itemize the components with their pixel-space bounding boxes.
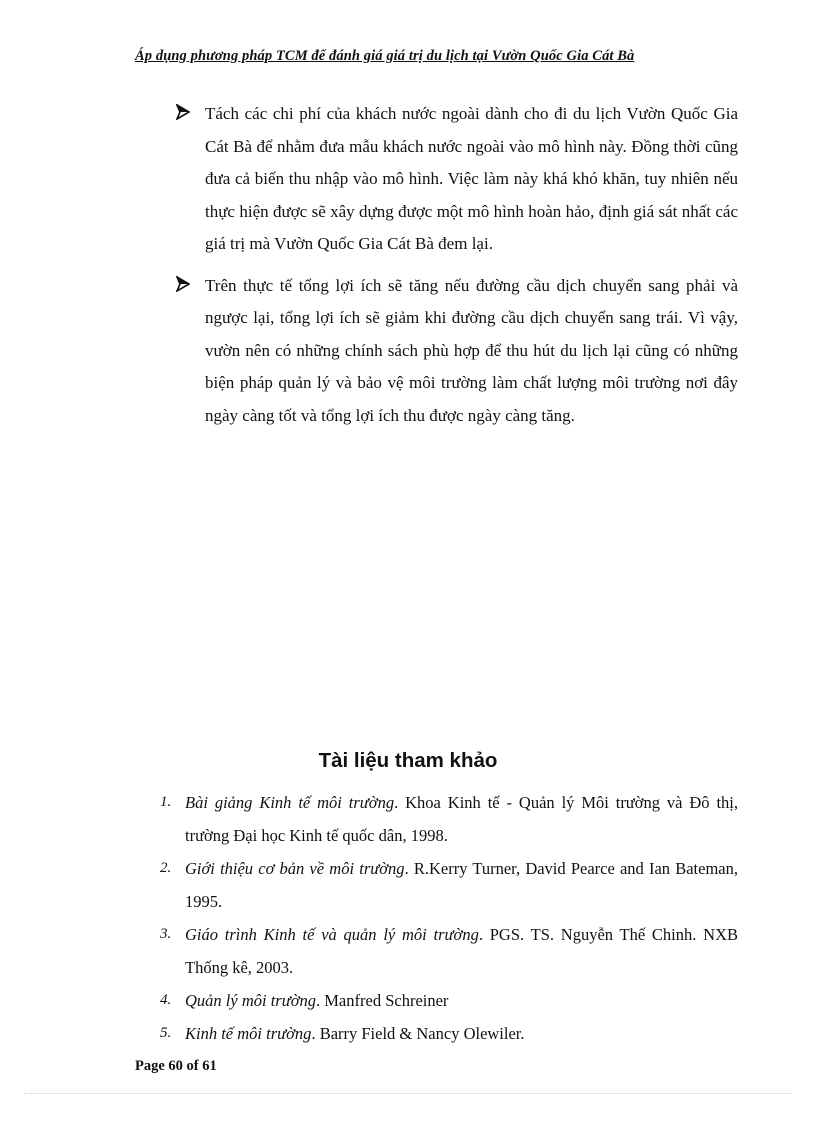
arrow-bullet-icon [176,276,190,292]
reference-details: . PGS. TS. Nguyễn Thế Chinh. NXB Thống kê, 2003. [185,925,738,977]
reference-title: Bài giảng Kinh tế môi trường [185,793,395,812]
references-heading: Tài liệu tham khảo [318,749,498,772]
page-number: Page 60 of 61 [135,1058,217,1074]
bullet-item [176,98,738,261]
page-header-title: Áp dụng phương pháp TCM để đánh giá giá trị du lịch tại Vườn Quốc Gia Cát Bà [135,48,635,64]
reference-title: Kinh tế môi trường [185,1024,312,1043]
reference-item [158,852,738,918]
arrow-bullet-icon [176,104,190,120]
reference-details: . Manfred Schreiner [316,991,449,1010]
reference-item [158,786,738,852]
reference-title: Giới thiệu cơ bản về môi trường [185,859,405,878]
reference-details: . R.Kerry Turner, David Pearce and Ian Bateman, 1995. [185,859,738,911]
reference-details: . Barry Field & Nancy Olewiler. [311,1024,525,1043]
page-bottom-divider [24,1093,792,1094]
reference-title: Giáo trình Kinh tế và quản lý môi trường [185,925,479,944]
reference-details: . Khoa Kinh tế - Quản lý Môi trường và Đô thị, trường Đại học Kinh tế quốc dân, 1998. [185,793,738,845]
reference-number: 2. [160,860,172,876]
reference-item [158,1017,738,1050]
bullet-list [176,98,738,441]
reference-item [158,984,738,1017]
references-list [158,786,738,1050]
bullet-text: Tách các chi phí của khách nước ngoài dành cho đi du lịch Vườn Quốc Gia Cát Bà để nhằm đưa mẫu khách nước ngoài vào mô hình này. Đồng thời cũng đưa cả biến thu nhập vào mô hình. Việc làm này khá khó khăn, tuy nhiên nếu thực hiện được sẽ xây dựng được một mô hình hoàn hảo, định giá sát nhất các giá trị mà Vườn Quốc Gia Cát Bà đem lại. [205,104,738,253]
reference-number: 1. [160,794,172,810]
reference-number: 3. [160,926,172,942]
reference-item [158,918,738,984]
reference-number: 5. [160,1025,172,1041]
bullet-item [176,270,738,433]
reference-title: Quản lý môi trường [185,991,317,1010]
reference-number: 4. [160,992,172,1008]
bullet-text: Trên thực tế tổng lợi ích sẽ tăng nếu đường cầu dịch chuyển sang phải và ngược lại, tổng lợi ích sẽ giảm khi đường cầu dịch chuyển sang trái. Vì vậy, vườn nên có những chính sách phù hợp để thu hút du lịch lại cũng có những biện pháp quản lý và bảo vệ môi trường làm chất lượng môi trường nơi đây ngày càng tốt và tổng lợi ích thu được ngày càng tăng. [205,275,738,425]
